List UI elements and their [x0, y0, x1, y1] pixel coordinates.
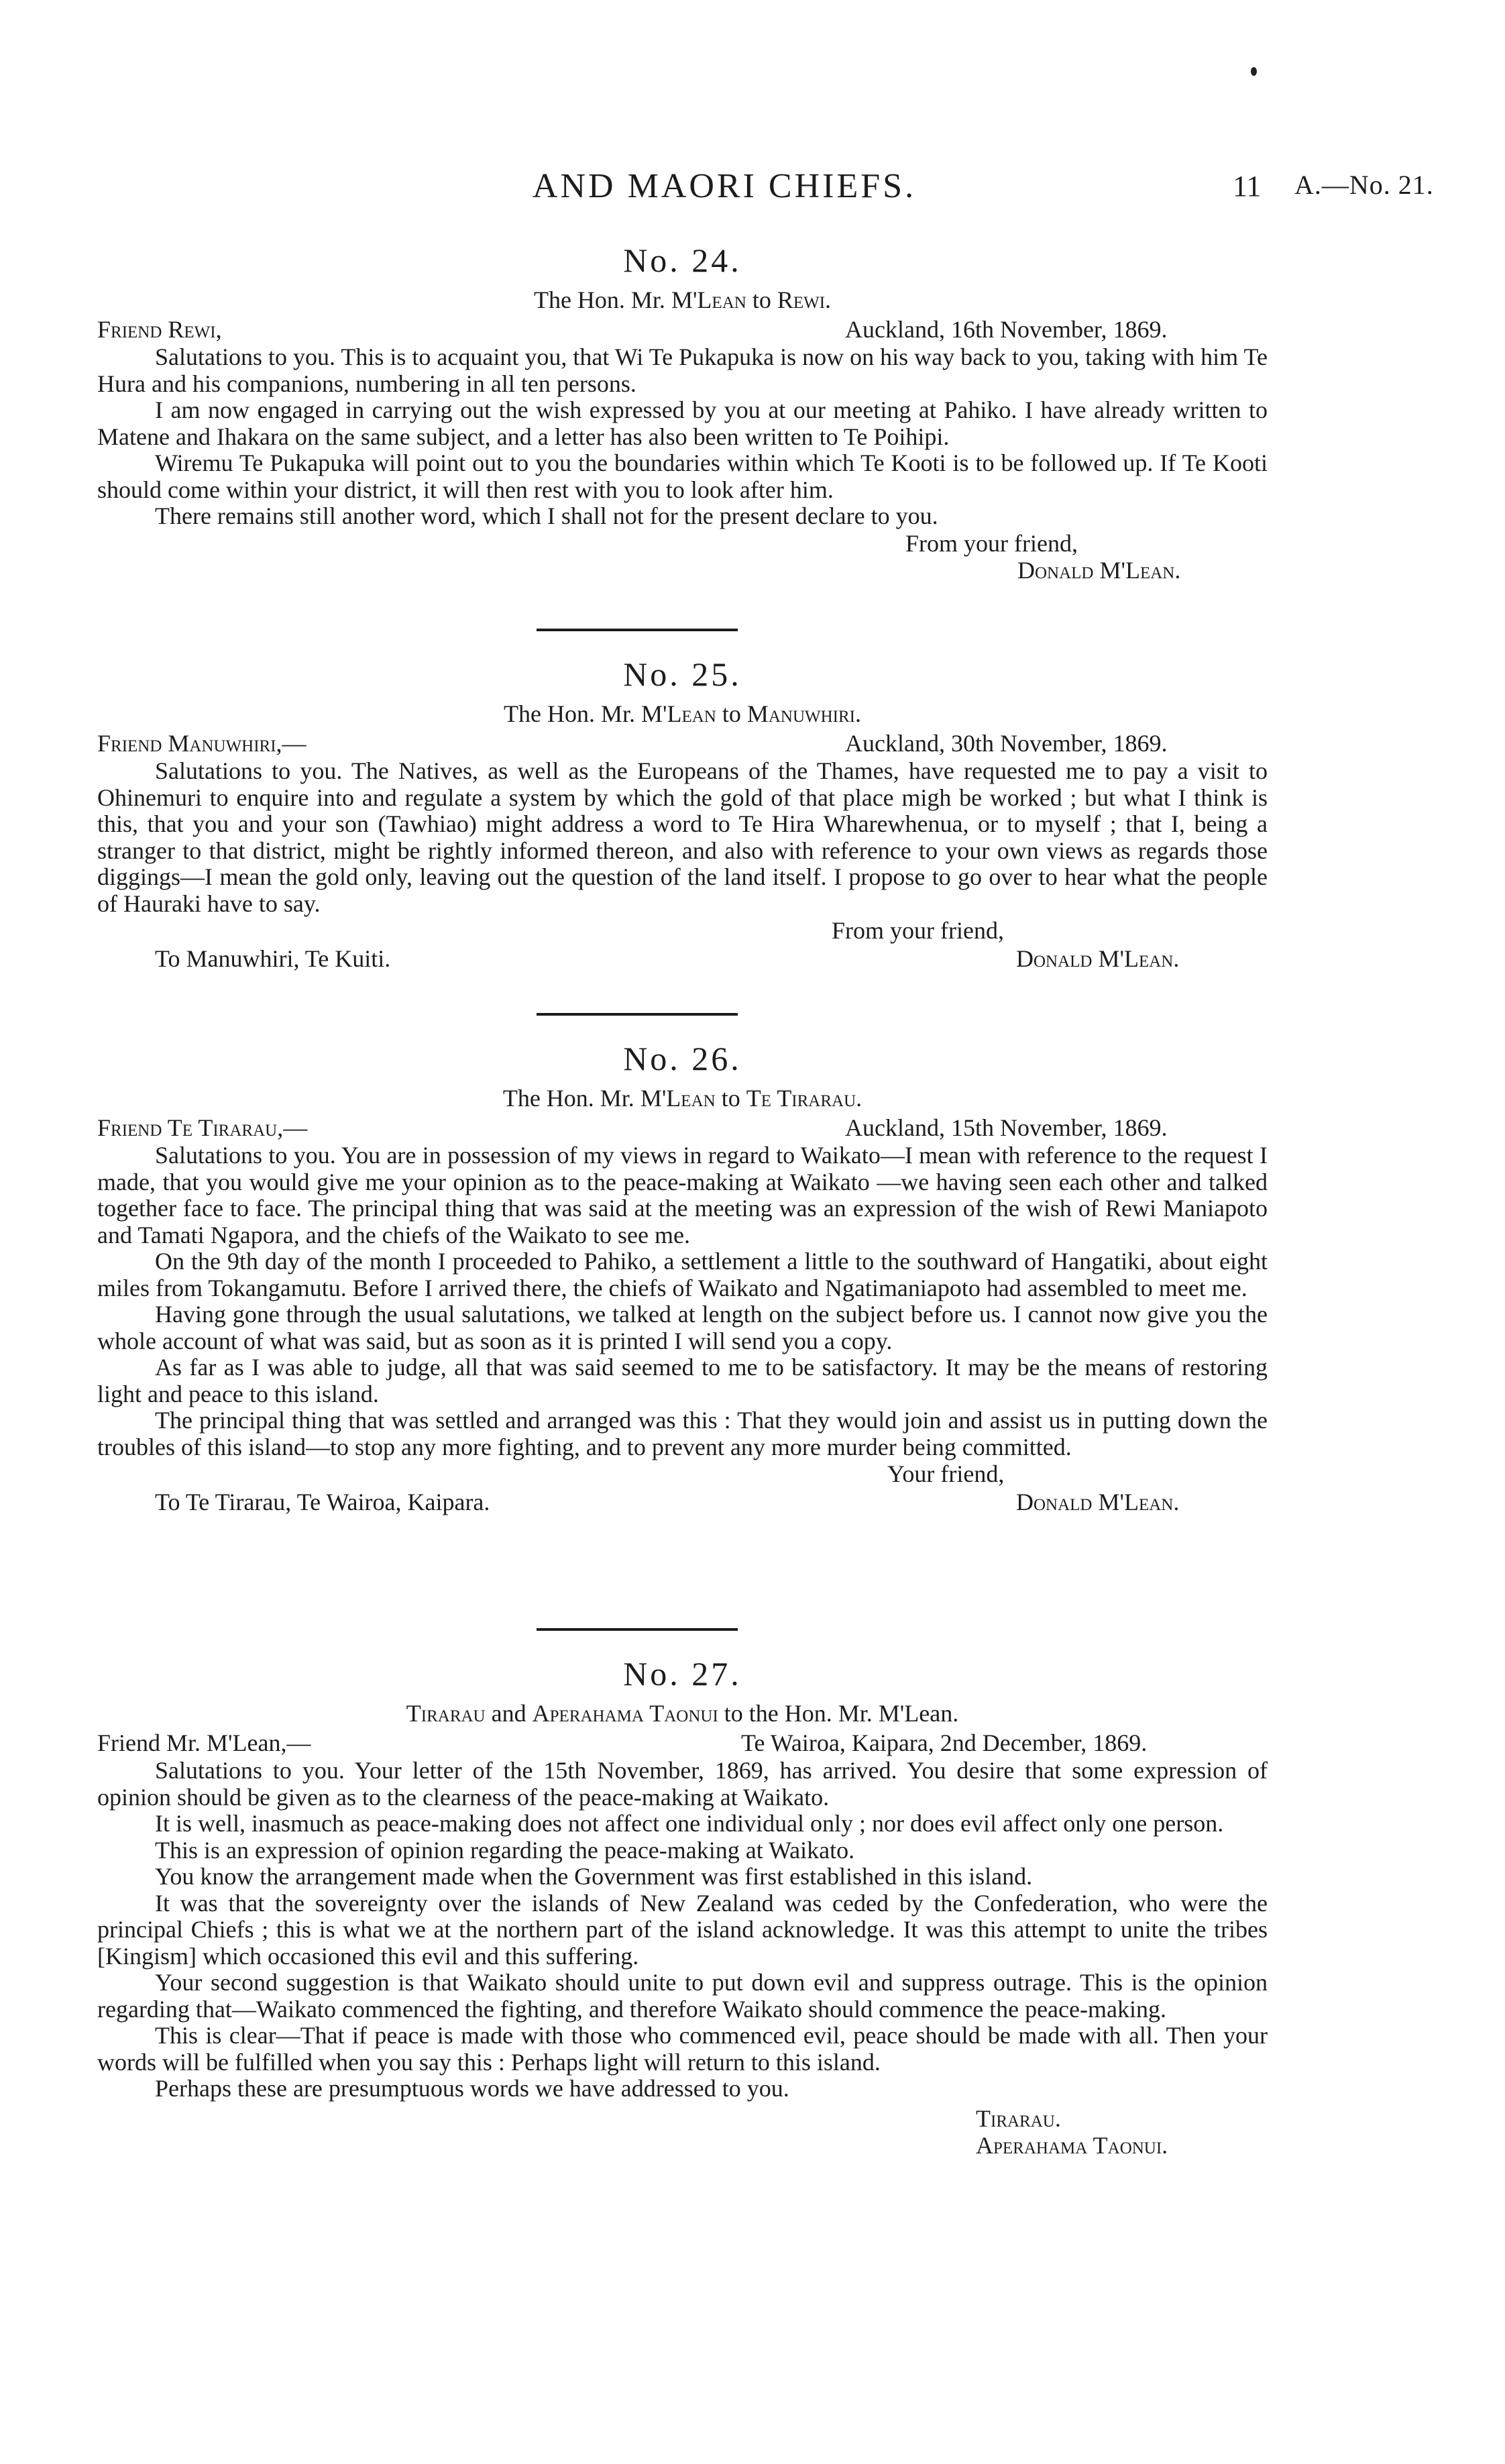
letter-no-26 — [97, 1036, 1268, 1517]
letter-number: No. 24. — [623, 242, 742, 279]
paragraph: It is well, inasmuch as peace-making does not affect one individual only ; nor does evil affect only one person. — [155, 1810, 1224, 1837]
place-date: Auckland, 15th November, 1869. — [845, 1114, 1168, 1141]
closing: From your friend, — [832, 917, 1004, 944]
paragraph: Wiremu Te Pukapuka will point out to you the boundaries within which Te Kooti is to be followed up. If Te Kooti should come within your district, it will then rest with you to look after him. — [97, 449, 1268, 503]
paragraph: As far as I was able to judge, all that was said seemed to me to be satisfactory. It may be the means of restoring light and peace to this island. — [97, 1354, 1268, 1407]
signature: Donald M'Lean. — [1017, 556, 1181, 584]
section-divider — [537, 629, 738, 631]
paragraph: This is clear—That if peace is made with those who commenced evil, peace should be made with all. Then your words will be fulfilled when you say this : Perhaps light will return to this island. — [97, 2022, 1268, 2076]
place-date: Te Wairoa, Kaipara, 2nd December, 1869. — [741, 1729, 1148, 1756]
letter-number: No. 26. — [623, 1040, 742, 1077]
letter-heading: The Hon. Mr. M'Lean to Manuwhiri. — [503, 700, 862, 727]
letter-heading: The Hon. Mr. M'Lean to Te Tirarau. — [502, 1085, 862, 1112]
paragraph: Having gone through the usual salutations, we talked at length on the subject before us. I cannot now give you the whole account of what was said, but as soon as it is printed I will send you a copy. — [97, 1301, 1268, 1354]
salutation-row — [97, 729, 1268, 758]
letter-body — [97, 758, 1268, 917]
closing: Your friend, — [887, 1460, 1005, 1487]
signature: Tirarau. — [976, 2104, 1061, 2132]
letter-number: No. 25. — [623, 655, 742, 693]
salutation-row — [97, 1728, 1268, 1758]
salutation: Friend Rewi, — [97, 316, 222, 343]
place-date: Auckland, 30th November, 1869. — [845, 730, 1168, 757]
salutation: Friend Manuwhiri,— — [97, 730, 306, 757]
paragraph: Salutations to you. You are in possession of my views in regard to Waikato—I mean with reference to the request I made, that you would give me your opinion as to the peace-making at Waikato —we having seen each other and talked together face to face. The principal thing that was said at the meeting was an expression of the wish of Rewi Maniapoto and Tamati Ngapora, and the chiefs of the Waikato to see me. — [97, 1142, 1268, 1248]
paper-reference: A.—No. 21. — [1294, 170, 1434, 200]
paragraph: Perhaps these are presumptuous words we have addressed to you. — [155, 2075, 789, 2102]
salutation-row — [97, 1113, 1268, 1142]
addressee-row — [97, 1487, 1268, 1517]
letter-no-24 — [97, 238, 1268, 584]
letter-number: No. 27. — [623, 1655, 742, 1693]
section-divider — [537, 1628, 738, 1631]
closing: From your friend, — [905, 529, 1078, 557]
salutation-row — [97, 315, 1268, 344]
paragraph: It was that the sovereignty over the islands of New Zealand was ceded by the Confederation, who were the principal Chiefs ; this is what we at the northern part of the island acknowledge. It was this attempt to unite the tribes [Kingism] which occasioned this evil and this suffering. — [97, 1889, 1268, 1970]
letter-body — [97, 1142, 1268, 1460]
paragraph: Salutations to you. The Natives, as well as the Europeans of the Thames, have requested me to pay a visit to Ohinemuri to enquire into and regulate a system by which the gold of that place migh be worked ; but what I think is this, that you and your son (Tawhiao) might address a word to Te Hira Wharewhenua, or to myself ; that I, being a stranger to that district, might be rightly informed thereon, and also with reference to your own views as regards those diggings—I mean the gold only, leaving out the question of the land itself. I propose to go over to hear what the people of Hauraki have to say. — [97, 757, 1268, 917]
salutation: Friend Mr. M'Lean,— — [97, 1729, 311, 1756]
paragraph: The principal thing that was settled and arranged was this : That they would join and assist us in putting down the troubles of this island—to stop any more fighting, and to prevent any more murder being committed. — [97, 1407, 1268, 1460]
paragraph: Your second suggestion is that Waikato should unite to put down evil and suppress outrage. This is the opinion regarding that—Waikato commenced the fighting, and therefore Waikato should commence the peace-making. — [97, 1969, 1268, 2023]
letter-body — [97, 344, 1268, 530]
place-date: Auckland, 16th November, 1869. — [845, 316, 1168, 343]
letter-no-27 — [97, 1652, 1268, 2159]
letter-heading: Tirarau and Aperahama Taonui to the Hon. Mr. M'Lean. — [406, 1700, 959, 1727]
paragraph: This is an expression of opinion regarding the peace-making at Waikato. — [155, 1836, 855, 1864]
paragraph: Salutations to you. This is to acquaint you, that Wi Te Pukapuka is now on his way back to you, taking with him Te Hura and his companions, numbering in all ten persons. — [97, 343, 1268, 397]
signature: Donald M'Lean. — [1016, 1489, 1180, 1515]
page-number: 11 — [1233, 170, 1262, 203]
addressee: To Te Tirarau, Te Wairoa, Kaipara. — [155, 1489, 490, 1515]
addressee: To Manuwhiri, Te Kuiti. — [155, 945, 391, 972]
section-divider — [537, 1013, 738, 1016]
salutation: Friend Te Tirarau,— — [97, 1114, 308, 1141]
paragraph: On the 9th day of the month I proceeded to Pahiko, a settlement a little to the southward of Hangatiki, about eight miles from Tokangamutu. Before I arrived there, the chiefs of Waikato and Ngatimaniapoto had assembled to meet me. — [97, 1248, 1268, 1301]
letter-no-25 — [97, 652, 1268, 973]
running-title: AND MAORI CHIEFS. — [532, 167, 917, 205]
signature: Aperahama Taonui. — [976, 2131, 1168, 2159]
letter-heading: The Hon. Mr. M'Lean to Rewi. — [533, 286, 832, 313]
paragraph: Salutations to you. Your letter of the 15th November, 1869, has arrived. You desire that some expression of opinion should be given as to the clearness of the peace-making at Waikato. — [97, 1757, 1268, 1811]
paragraph: There remains still another word, which I shall not for the present declare to you. — [155, 502, 938, 529]
signature: Donald M'Lean. — [1016, 945, 1180, 972]
letter-body — [97, 1758, 1268, 2102]
ink-speck — [1251, 67, 1257, 76]
paragraph: I am now engaged in carrying out the wish expressed by you at our meeting at Pahiko. I have already written to Matene and Ihakara on the same subject, and a letter has also been written to Te Poihipi. — [97, 396, 1268, 450]
paragraph: You know the arrangement made when the Government was first established in this island. — [155, 1863, 1033, 1890]
addressee-row — [97, 944, 1268, 973]
